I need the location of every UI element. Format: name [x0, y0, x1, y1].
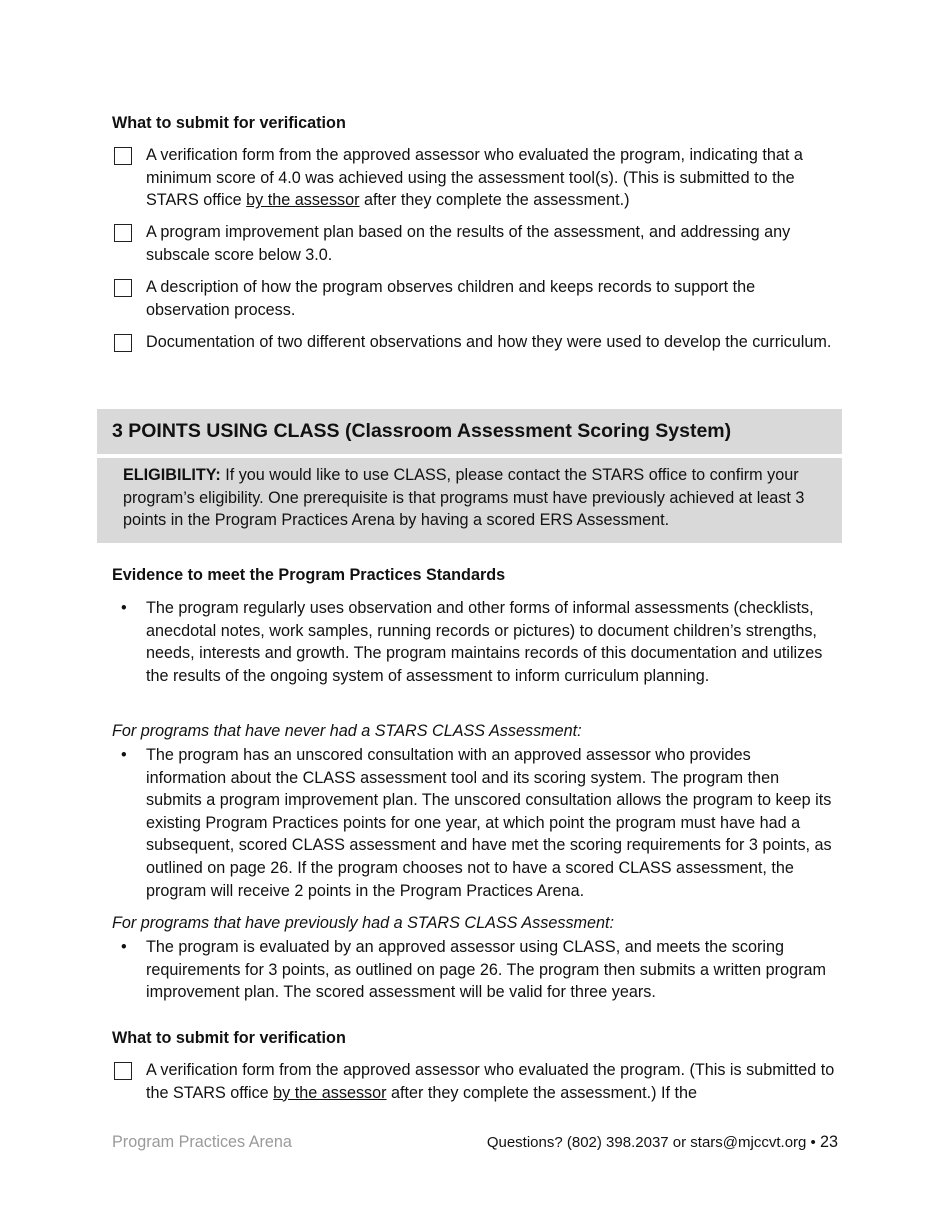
- checkbox[interactable]: [114, 147, 132, 165]
- bullet-item: • The program is evaluated by an approved assessor using CLASS, and meets the scoring requirements for 3 points, as outlined on page 26. The program then submits a written program improvement plan. The scored assessment will be valid for three years.: [121, 938, 826, 1002]
- previously-had-label: For programs that have previously had a STARS CLASS Assessment:: [112, 914, 615, 932]
- checkbox[interactable]: [114, 1062, 132, 1080]
- bullet-icon: •: [121, 746, 127, 764]
- bullet-item: • The program has an unscored consultation with an approved assessor who provides information about the CLASS assessment tool and its scoring system. The program then submits a program improvement plan. The unscored consultation allows the program to keep its existing Program Practices points for one year, at which point the program must have had a subsequent, scored CLASS assessment and have met the scoring requirements for 3 points, as outlined on page 26. If the program chooses not to have a scored CLASS assessment, the program will receive 2 points in the Program Practices Arena.: [121, 746, 832, 900]
- page-number: 23: [819, 1133, 838, 1151]
- section-title: 3 POINTS USING CLASS (Classroom Assessment Scoring System): [97, 409, 842, 454]
- eligibility-text: If you would like to use CLASS, please contact the STARS office to confirm your program’s eligibility. One prerequisite is that programs must have previously achieved at least 3 points in the Program Practices Arena by having a scored ERS Assessment.: [123, 466, 805, 530]
- verification-heading-2: What to submit for verification: [112, 1029, 346, 1047]
- checkbox[interactable]: [114, 279, 132, 297]
- never-had-label: For programs that have never had a STARS CLASS Assessment:: [112, 722, 582, 740]
- bullet-icon: •: [121, 599, 127, 617]
- checklist-item-text: A verification form from the approved assessor who evaluated the program. (This is submitted to the STARS office by the assessor after they complete the assessment.) If the: [146, 1061, 835, 1102]
- eligibility-label: ELIGIBILITY:: [123, 466, 221, 484]
- bullet-icon: •: [121, 938, 127, 956]
- eligibility-box: [97, 458, 842, 543]
- footer-contact: [487, 1131, 838, 1155]
- verification-heading-1: What to submit for verification: [112, 114, 346, 132]
- checkbox[interactable]: [114, 224, 132, 242]
- bullet-item: • The program regularly uses observation and other forms of informal assessments (checklists, anecdotal notes, work samples, running records or pictures) to document children’s strengths, needs, interests and growth. The program maintains records of this documentation and utilizes the results of the ongoing system of assessment to inform curriculum planning.: [121, 599, 823, 685]
- footer-contact-text: Questions? (802) 398.2037 or stars@mjccvt.org: [486, 1134, 807, 1151]
- checklist-item: [112, 331, 838, 354]
- checklist-item-text: Documentation of two different observations and how they were used to develop the curriculum.: [146, 333, 832, 351]
- checklist-item: [112, 276, 838, 321]
- checklist-item-text: A verification form from the approved assessor who evaluated the program, indicating that a minimum score of 4.0 was achieved using the assessment tool(s). (This is submitted to the STARS office by the assessor after they complete the assessment.): [146, 146, 803, 210]
- checklist-item-text: A description of how the program observes children and keeps records to support the observation process.: [146, 278, 756, 319]
- footer-separator: •: [810, 1134, 816, 1151]
- checkbox[interactable]: [114, 334, 132, 352]
- checklist-item: [112, 1059, 838, 1104]
- evidence-heading: Evidence to meet the Program Practices Standards: [112, 566, 506, 584]
- checklist-item: [112, 221, 838, 266]
- footer-section-name: Program Practices Arena: [112, 1133, 292, 1151]
- checklist-item-text: A program improvement plan based on the results of the assessment, and addressing any subscale score below 3.0.: [146, 223, 791, 264]
- checklist-item: [112, 144, 838, 212]
